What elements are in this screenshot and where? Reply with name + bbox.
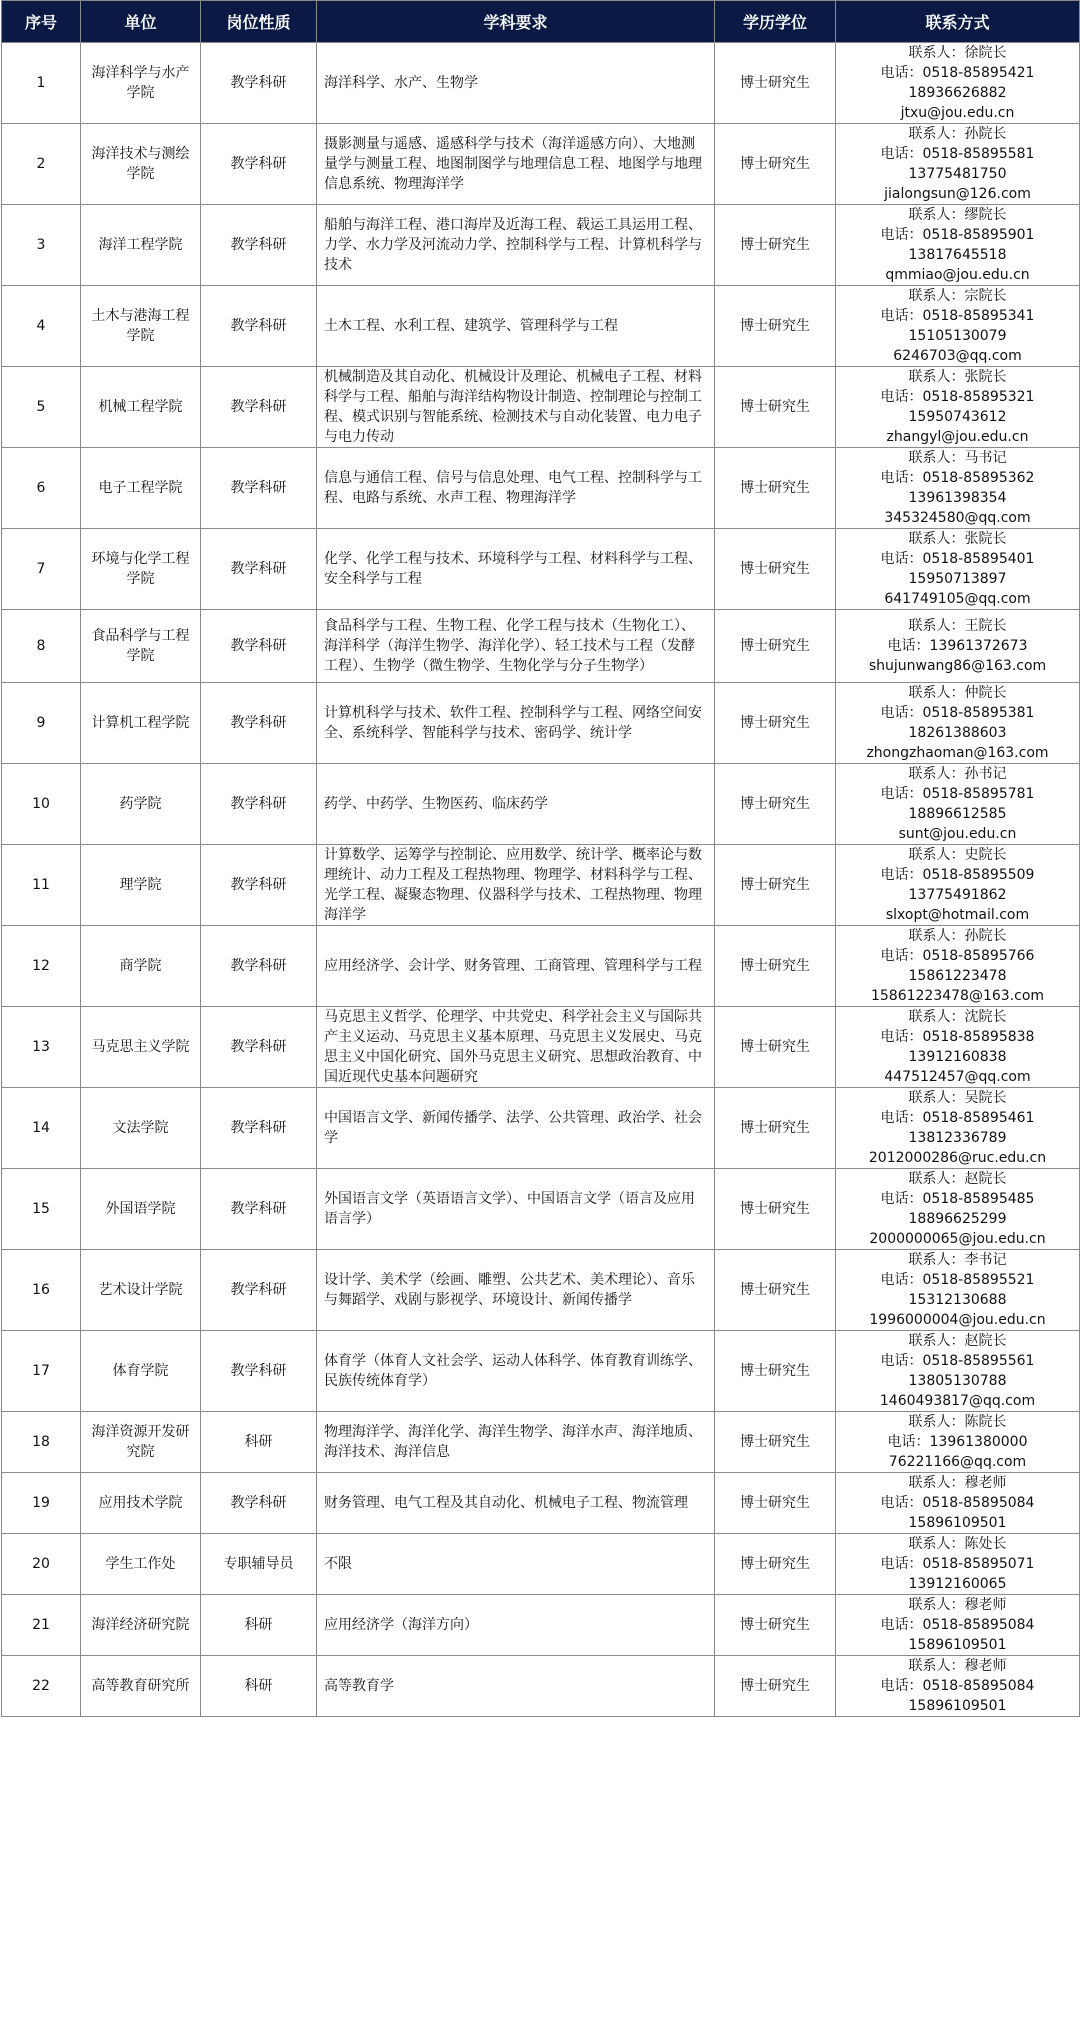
cell-position-type: 教学科研 xyxy=(201,448,317,529)
contact-line: 联系人：李书记 xyxy=(908,1252,1007,1268)
table-row xyxy=(2,1250,1080,1331)
cell-degree: 博士研究生 xyxy=(715,926,836,1007)
contact-line: 联系人：马书记 xyxy=(908,450,1007,466)
contact-line: 电话：0518-85895485 xyxy=(880,1191,1035,1207)
cell-position-type: 教学科研 xyxy=(201,43,317,124)
contact-line: 447512457@qq.com xyxy=(884,1069,1031,1085)
cell-discipline: 应用经济学、会计学、财务管理、工商管理、管理科学与工程 xyxy=(317,926,715,1007)
cell-contact xyxy=(836,1534,1080,1595)
table-row xyxy=(2,1007,1080,1088)
cell-degree: 博士研究生 xyxy=(715,286,836,367)
cell-index: 10 xyxy=(2,764,81,845)
contact-line: 联系人：沈院长 xyxy=(908,1009,1007,1025)
cell-discipline: 食品科学与工程、生物工程、化学工程与技术（生物化工）、海洋科学（海洋生物学、海洋化学）、轻工技术与工程（发酵工程）、生物学（微生物学、生物化学与分子生物学） xyxy=(317,610,715,683)
cell-discipline: 财务管理、电气工程及其自动化、机械电子工程、物流管理 xyxy=(317,1473,715,1534)
cell-discipline: 中国语言文学、新闻传播学、法学、公共管理、政治学、社会学 xyxy=(317,1088,715,1169)
contact-line: 13812336789 xyxy=(908,1130,1007,1146)
cell-degree: 博士研究生 xyxy=(715,1656,836,1717)
table-row xyxy=(2,205,1080,286)
cell-discipline: 土木工程、水利工程、建筑学、管理科学与工程 xyxy=(317,286,715,367)
cell-contact xyxy=(836,1088,1080,1169)
contact-line: 13775481750 xyxy=(908,166,1007,182)
cell-degree: 博士研究生 xyxy=(715,1473,836,1534)
cell-degree: 博士研究生 xyxy=(715,367,836,448)
cell-index: 17 xyxy=(2,1331,81,1412)
table-row xyxy=(2,1534,1080,1595)
contact-line: 联系人：赵院长 xyxy=(908,1171,1007,1187)
cell-discipline: 外国语言文学（英语语言文学）、中国语言文学（语言及应用语言学） xyxy=(317,1169,715,1250)
cell-discipline: 计算机科学与技术、软件工程、控制科学与工程、网络空间安全、系统科学、智能科学与技术、密码学、统计学 xyxy=(317,683,715,764)
contact-line: 13912160838 xyxy=(908,1049,1007,1065)
cell-unit: 体育学院 xyxy=(81,1331,201,1412)
cell-discipline: 体育学（体育人文社会学、运动人体科学、体育教育训练学、民族传统体育学） xyxy=(317,1331,715,1412)
cell-position-type: 教学科研 xyxy=(201,1088,317,1169)
header-position-type: 岗位性质 xyxy=(201,1,317,43)
cell-contact xyxy=(836,1169,1080,1250)
cell-unit: 环境与化学工程学院 xyxy=(81,529,201,610)
contact-line: jtxu@jou.edu.cn xyxy=(900,105,1015,121)
table-row xyxy=(2,1088,1080,1169)
header-degree: 学历学位 xyxy=(715,1,836,43)
cell-index: 9 xyxy=(2,683,81,764)
cell-degree: 博士研究生 xyxy=(715,1250,836,1331)
table-row xyxy=(2,845,1080,926)
contact-line: 电话：13961380000 xyxy=(887,1434,1028,1450)
cell-degree: 博士研究生 xyxy=(715,1169,836,1250)
cell-unit: 电子工程学院 xyxy=(81,448,201,529)
cell-index: 21 xyxy=(2,1595,81,1656)
cell-unit: 艺术设计学院 xyxy=(81,1250,201,1331)
cell-discipline: 应用经济学（海洋方向） xyxy=(317,1595,715,1656)
cell-degree: 博士研究生 xyxy=(715,448,836,529)
cell-degree: 博士研究生 xyxy=(715,683,836,764)
contact-line: 联系人：张院长 xyxy=(908,369,1007,385)
header-unit: 单位 xyxy=(81,1,201,43)
cell-index: 7 xyxy=(2,529,81,610)
header-contact: 联系方式 xyxy=(836,1,1080,43)
cell-degree: 博士研究生 xyxy=(715,1534,836,1595)
cell-degree: 博士研究生 xyxy=(715,205,836,286)
contact-line: 电话：0518-85895341 xyxy=(880,308,1035,324)
contact-line: 15896109501 xyxy=(908,1698,1007,1714)
table-body xyxy=(2,43,1080,1717)
contact-line: 15861223478@163.com xyxy=(870,988,1045,1004)
cell-contact xyxy=(836,926,1080,1007)
contact-line: shujunwang86@163.com xyxy=(868,658,1047,674)
cell-position-type: 教学科研 xyxy=(201,926,317,1007)
cell-contact xyxy=(836,1595,1080,1656)
cell-index: 11 xyxy=(2,845,81,926)
contact-line: 2000000065@jou.edu.cn xyxy=(869,1231,1046,1247)
cell-contact xyxy=(836,1250,1080,1331)
contact-line: 联系人：陈处长 xyxy=(908,1536,1007,1552)
contact-line: 联系人：孙院长 xyxy=(908,928,1007,944)
cell-index: 13 xyxy=(2,1007,81,1088)
cell-unit: 外国语学院 xyxy=(81,1169,201,1250)
contact-line: 联系人：穆老师 xyxy=(908,1658,1007,1674)
cell-index: 18 xyxy=(2,1412,81,1473)
table-row xyxy=(2,1331,1080,1412)
table-row xyxy=(2,529,1080,610)
cell-contact xyxy=(836,43,1080,124)
contact-line: 电话：0518-85895401 xyxy=(880,551,1035,567)
cell-index: 12 xyxy=(2,926,81,1007)
contact-line: 电话：0518-85895509 xyxy=(880,867,1035,883)
contact-line: 1996000004@jou.edu.cn xyxy=(869,1312,1046,1328)
cell-unit: 食品科学与工程学院 xyxy=(81,610,201,683)
contact-line: 电话：0518-85895461 xyxy=(880,1110,1035,1126)
cell-degree: 博士研究生 xyxy=(715,1331,836,1412)
contact-line: 联系人：赵院长 xyxy=(908,1333,1007,1349)
contact-line: 6246703@qq.com xyxy=(893,348,1022,364)
contact-line: qmmiao@jou.edu.cn xyxy=(885,267,1030,283)
cell-contact xyxy=(836,529,1080,610)
table-row xyxy=(2,124,1080,205)
header-discipline: 学科要求 xyxy=(317,1,715,43)
contact-line: 641749105@qq.com xyxy=(884,591,1031,607)
cell-position-type: 教学科研 xyxy=(201,845,317,926)
cell-position-type: 教学科研 xyxy=(201,286,317,367)
cell-unit: 药学院 xyxy=(81,764,201,845)
cell-index: 14 xyxy=(2,1088,81,1169)
cell-position-type: 科研 xyxy=(201,1656,317,1717)
cell-position-type: 教学科研 xyxy=(201,610,317,683)
cell-degree: 博士研究生 xyxy=(715,529,836,610)
contact-line: zhongzhaoman@163.com xyxy=(866,745,1049,761)
table-row xyxy=(2,926,1080,1007)
cell-index: 5 xyxy=(2,367,81,448)
cell-contact xyxy=(836,845,1080,926)
cell-position-type: 教学科研 xyxy=(201,1169,317,1250)
contact-line: 电话：0518-85895084 xyxy=(880,1678,1035,1694)
table-row xyxy=(2,1169,1080,1250)
contact-line: zhangyl@jou.edu.cn xyxy=(886,429,1029,445)
cell-unit: 应用技术学院 xyxy=(81,1473,201,1534)
cell-index: 6 xyxy=(2,448,81,529)
contact-line: 电话：0518-85895084 xyxy=(880,1495,1035,1511)
contact-line: 联系人：陈院长 xyxy=(908,1414,1007,1430)
cell-contact xyxy=(836,1007,1080,1088)
cell-discipline: 马克思主义哲学、伦理学、中共党史、科学社会主义与国际共产主义运动、马克思主义基本原理、马克思主义发展史、马克思主义中国化研究、国外马克思主义研究、思想政治教育、中国近现代史基本问题研究 xyxy=(317,1007,715,1088)
contact-line: 15896109501 xyxy=(908,1637,1007,1653)
cell-degree: 博士研究生 xyxy=(715,43,836,124)
cell-degree: 博士研究生 xyxy=(715,1007,836,1088)
cell-contact xyxy=(836,610,1080,683)
cell-contact xyxy=(836,1412,1080,1473)
contact-line: 1460493817@qq.com xyxy=(879,1393,1036,1409)
table-row xyxy=(2,1412,1080,1473)
contact-line: 13817645518 xyxy=(908,247,1007,263)
cell-discipline: 设计学、美术学（绘画、雕塑、公共艺术、美术理论）、音乐与舞蹈学、戏剧与影视学、环境设计、新闻传播学 xyxy=(317,1250,715,1331)
cell-position-type: 教学科研 xyxy=(201,683,317,764)
cell-unit: 高等教育研究所 xyxy=(81,1656,201,1717)
table-row xyxy=(2,1656,1080,1717)
cell-position-type: 教学科研 xyxy=(201,124,317,205)
cell-degree: 博士研究生 xyxy=(715,845,836,926)
table-row xyxy=(2,610,1080,683)
cell-degree: 博士研究生 xyxy=(715,1595,836,1656)
cell-unit: 海洋工程学院 xyxy=(81,205,201,286)
cell-contact xyxy=(836,124,1080,205)
cell-position-type: 教学科研 xyxy=(201,1473,317,1534)
cell-index: 22 xyxy=(2,1656,81,1717)
contact-line: 联系人：吴院长 xyxy=(908,1090,1007,1106)
contact-line: 76221166@qq.com xyxy=(888,1454,1027,1470)
cell-position-type: 教学科研 xyxy=(201,764,317,845)
cell-unit: 海洋科学与水产学院 xyxy=(81,43,201,124)
table-row xyxy=(2,448,1080,529)
contact-line: 15861223478 xyxy=(908,968,1007,984)
contact-line: 13775491862 xyxy=(908,887,1007,903)
cell-discipline: 不限 xyxy=(317,1534,715,1595)
contact-line: 联系人：徐院长 xyxy=(908,45,1007,61)
cell-position-type: 教学科研 xyxy=(201,1250,317,1331)
cell-discipline: 船舶与海洋工程、港口海岸及近海工程、载运工具运用工程、力学、水力学及河流动力学、控制科学与工程、计算机科学与技术 xyxy=(317,205,715,286)
contact-line: 18896612585 xyxy=(908,806,1007,822)
cell-index: 16 xyxy=(2,1250,81,1331)
contact-line: 15105130079 xyxy=(908,328,1007,344)
contact-line: 电话：0518-85895901 xyxy=(880,227,1035,243)
contact-line: 电话：0518-85895561 xyxy=(880,1353,1035,1369)
cell-degree: 博士研究生 xyxy=(715,610,836,683)
contact-line: 联系人：史院长 xyxy=(908,847,1007,863)
recruitment-table xyxy=(1,0,1080,1717)
cell-position-type: 科研 xyxy=(201,1412,317,1473)
contact-line: 联系人：仲院长 xyxy=(908,685,1007,701)
contact-line: 18896625299 xyxy=(908,1211,1007,1227)
contact-line: 联系人：孙院长 xyxy=(908,126,1007,142)
cell-unit: 学生工作处 xyxy=(81,1534,201,1595)
cell-contact xyxy=(836,205,1080,286)
contact-line: slxopt@hotmail.com xyxy=(885,907,1030,923)
cell-discipline: 高等教育学 xyxy=(317,1656,715,1717)
table-row xyxy=(2,683,1080,764)
contact-line: 2012000286@ruc.edu.cn xyxy=(868,1150,1047,1166)
cell-contact xyxy=(836,1331,1080,1412)
cell-contact xyxy=(836,1473,1080,1534)
contact-line: 电话：0518-85895781 xyxy=(880,786,1035,802)
cell-unit: 文法学院 xyxy=(81,1088,201,1169)
cell-unit: 海洋技术与测绘学院 xyxy=(81,124,201,205)
table-row xyxy=(2,286,1080,367)
cell-discipline: 摄影测量与遥感、遥感科学与技术（海洋遥感方向）、大地测量学与测量工程、地图制图学与地理信息工程、地图学与地理信息系统、物理海洋学 xyxy=(317,124,715,205)
contact-line: 15950713897 xyxy=(908,571,1007,587)
contact-line: 15896109501 xyxy=(908,1515,1007,1531)
cell-degree: 博士研究生 xyxy=(715,1088,836,1169)
contact-line: 电话：0518-85895838 xyxy=(880,1029,1035,1045)
cell-index: 8 xyxy=(2,610,81,683)
cell-degree: 博士研究生 xyxy=(715,764,836,845)
cell-degree: 博士研究生 xyxy=(715,1412,836,1473)
cell-contact xyxy=(836,448,1080,529)
contact-line: 18936626882 xyxy=(908,85,1007,101)
cell-contact xyxy=(836,286,1080,367)
cell-unit: 海洋资源开发研究院 xyxy=(81,1412,201,1473)
contact-line: 联系人：穆老师 xyxy=(908,1475,1007,1491)
cell-contact xyxy=(836,367,1080,448)
cell-unit: 土木与港海工程学院 xyxy=(81,286,201,367)
contact-line: 联系人：宗院长 xyxy=(908,288,1007,304)
cell-index: 20 xyxy=(2,1534,81,1595)
cell-unit: 理学院 xyxy=(81,845,201,926)
cell-position-type: 教学科研 xyxy=(201,529,317,610)
cell-unit: 海洋经济研究院 xyxy=(81,1595,201,1656)
contact-line: 345324580@qq.com xyxy=(884,510,1031,526)
cell-contact xyxy=(836,764,1080,845)
contact-line: 电话：0518-85895421 xyxy=(880,65,1035,81)
table-row xyxy=(2,764,1080,845)
cell-position-type: 教学科研 xyxy=(201,1007,317,1088)
cell-contact xyxy=(836,683,1080,764)
cell-index: 19 xyxy=(2,1473,81,1534)
contact-line: 13805130788 xyxy=(908,1373,1007,1389)
contact-line: 15950743612 xyxy=(908,409,1007,425)
cell-index: 15 xyxy=(2,1169,81,1250)
contact-line: 电话：0518-85895521 xyxy=(880,1272,1035,1288)
cell-degree: 博士研究生 xyxy=(715,124,836,205)
cell-unit: 商学院 xyxy=(81,926,201,1007)
table-row xyxy=(2,43,1080,124)
contact-line: jialongsun@126.com xyxy=(884,186,1031,202)
cell-discipline: 计算数学、运筹学与控制论、应用数学、统计学、概率论与数理统计、动力工程及工程热物理、物理学、材料科学与工程、光学工程、凝聚态物理、仪器科学与技术、工程热物理、物理海洋学 xyxy=(317,845,715,926)
contact-line: 联系人：张院长 xyxy=(908,531,1007,547)
cell-index: 1 xyxy=(2,43,81,124)
contact-line: 13961398354 xyxy=(908,490,1007,506)
contact-line: 联系人：穆老师 xyxy=(908,1597,1007,1613)
contact-line: 电话：0518-85895084 xyxy=(880,1617,1035,1633)
cell-position-type: 教学科研 xyxy=(201,367,317,448)
contact-line: 电话：0518-85895766 xyxy=(880,948,1035,964)
cell-discipline: 物理海洋学、海洋化学、海洋生物学、海洋水声、海洋地质、海洋技术、海洋信息 xyxy=(317,1412,715,1473)
table-row xyxy=(2,1595,1080,1656)
contact-line: 电话：13961372673 xyxy=(887,638,1028,654)
cell-position-type: 教学科研 xyxy=(201,1331,317,1412)
contact-line: 联系人：孙书记 xyxy=(908,766,1007,782)
cell-discipline: 化学、化学工程与技术、环境科学与工程、材料科学与工程、安全科学与工程 xyxy=(317,529,715,610)
header-index: 序号 xyxy=(2,1,81,43)
contact-line: 15312130688 xyxy=(908,1292,1007,1308)
table-row xyxy=(2,1473,1080,1534)
contact-line: 电话：0518-85895071 xyxy=(880,1556,1035,1572)
cell-discipline: 海洋科学、水产、生物学 xyxy=(317,43,715,124)
cell-position-type: 教学科研 xyxy=(201,205,317,286)
cell-index: 2 xyxy=(2,124,81,205)
cell-index: 4 xyxy=(2,286,81,367)
contact-line: 电话：0518-85895321 xyxy=(880,389,1035,405)
cell-contact xyxy=(836,1656,1080,1717)
cell-unit: 计算机工程学院 xyxy=(81,683,201,764)
cell-discipline: 信息与通信工程、信号与信息处理、电气工程、控制科学与工程、电路与系统、水声工程、物理海洋学 xyxy=(317,448,715,529)
contact-line: 电话：0518-85895581 xyxy=(880,146,1035,162)
cell-index: 3 xyxy=(2,205,81,286)
table-row xyxy=(2,367,1080,448)
contact-line: 18261388603 xyxy=(908,725,1007,741)
contact-line: sunt@jou.edu.cn xyxy=(898,826,1017,842)
contact-line: 联系人：王院长 xyxy=(908,618,1007,634)
contact-line: 13912160065 xyxy=(908,1576,1007,1592)
table-header-row xyxy=(2,1,1080,43)
contact-line: 电话：0518-85895362 xyxy=(880,470,1035,486)
cell-position-type: 科研 xyxy=(201,1595,317,1656)
cell-discipline: 药学、中药学、生物医药、临床药学 xyxy=(317,764,715,845)
contact-line: 电话：0518-85895381 xyxy=(880,705,1035,721)
cell-position-type: 专职辅导员 xyxy=(201,1534,317,1595)
contact-line: 联系人：缪院长 xyxy=(908,207,1007,223)
cell-unit: 机械工程学院 xyxy=(81,367,201,448)
cell-unit: 马克思主义学院 xyxy=(81,1007,201,1088)
cell-discipline: 机械制造及其自动化、机械设计及理论、机械电子工程、材料科学与工程、船舶与海洋结构物设计制造、控制理论与控制工程、模式识别与智能系统、检测技术与自动化装置、电力电子与电力传动 xyxy=(317,367,715,448)
